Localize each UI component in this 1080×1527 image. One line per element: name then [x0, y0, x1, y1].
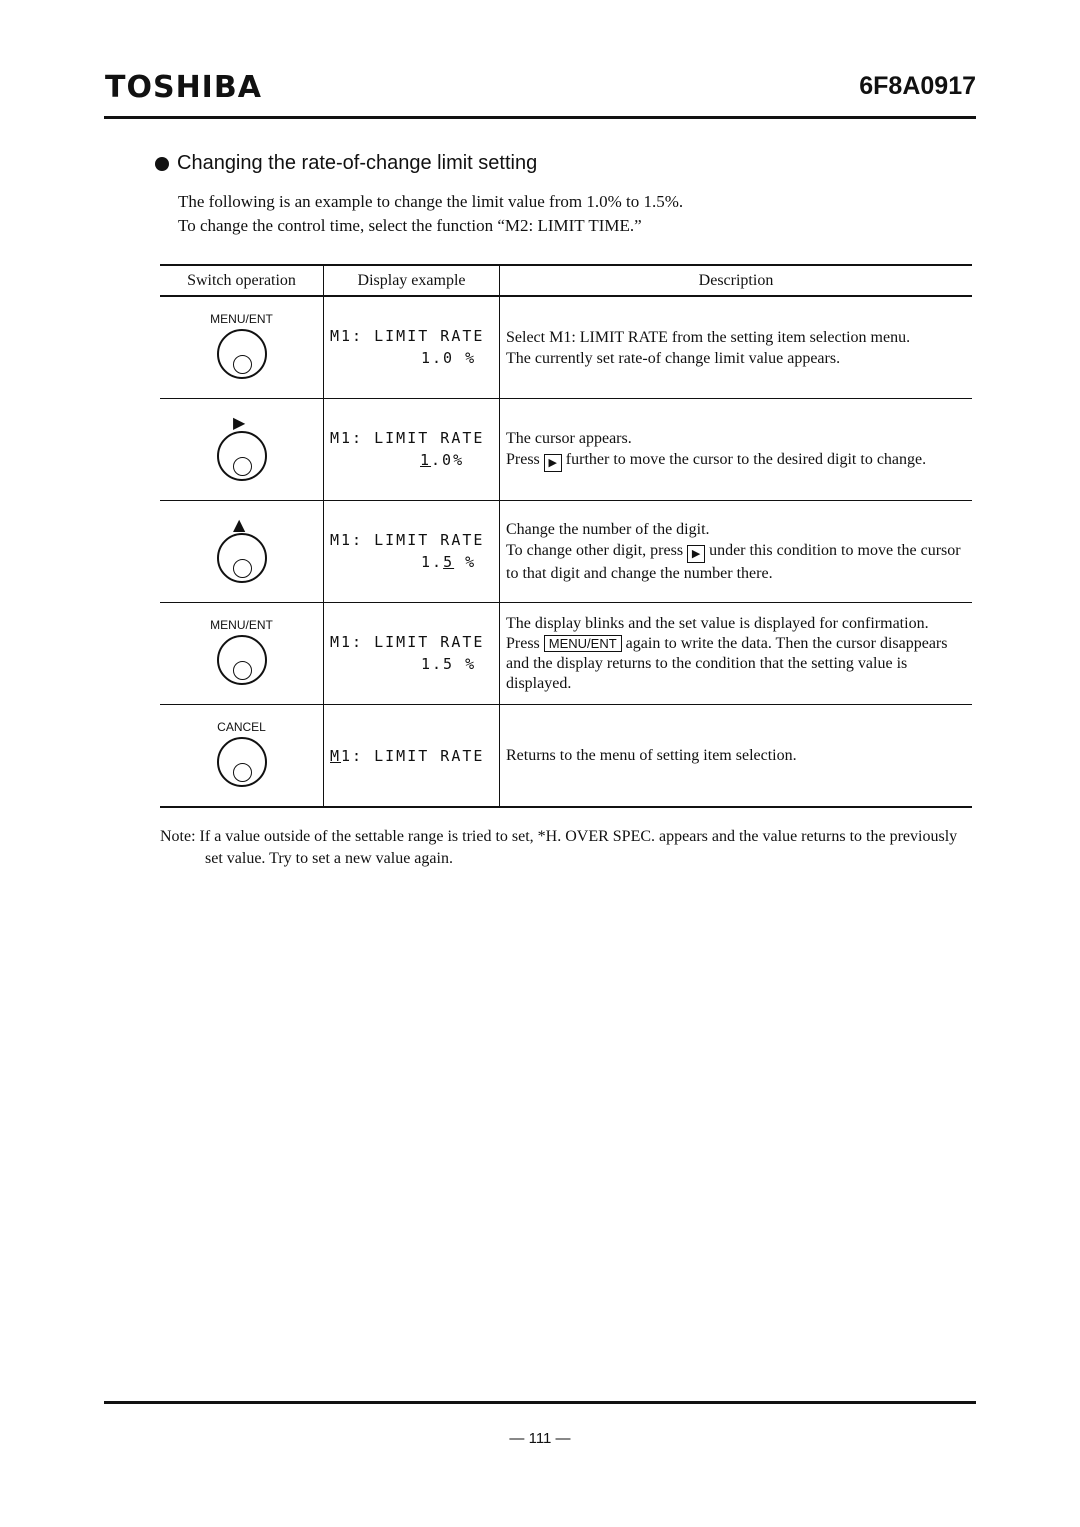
cancel-button-icon — [217, 737, 267, 787]
section-heading — [155, 152, 537, 175]
table-row — [160, 603, 972, 705]
switch-cell — [160, 399, 323, 500]
header-switch-operation: Switch operation — [160, 265, 324, 296]
menu-ent-label: MENU/ENT — [210, 618, 273, 632]
menu-ent-key: MENU/ENT — [544, 635, 622, 652]
cancel-label: CANCEL — [217, 720, 266, 734]
menu-ent-button-icon — [217, 635, 267, 685]
brand-logo: TOSHIBA — [105, 70, 262, 105]
header-rule — [104, 116, 976, 119]
display-line-1: M1: LIMIT RATE — [330, 531, 485, 549]
intro-text — [178, 190, 683, 238]
switch-cell — [160, 501, 323, 602]
right-key-icon: ▶ — [544, 454, 562, 472]
page-number: — 111 — — [509, 1430, 571, 1447]
note — [160, 826, 970, 870]
up-arrow-icon: ▲ — [233, 515, 246, 534]
description-cell: The display blinks and the set value is displayed for confirmation. Press MENU/ENT again to write the data. Then the cursor disappears and the display returns to the condition that the setting value is displayed. — [500, 603, 973, 705]
menu-ent-label: MENU/ENT — [210, 312, 273, 326]
table-row — [160, 399, 972, 501]
description-cell: Returns to the menu of setting item selection. — [500, 705, 973, 808]
footer-rule — [104, 1401, 976, 1404]
switch-cell — [160, 705, 323, 806]
description-cell: Change the number of the digit. To change other digit, press ▶ under this condition to move the cursor to that digit and change the number there. — [500, 501, 973, 603]
right-button-icon — [217, 431, 267, 481]
header-description: Description — [500, 265, 973, 296]
bullet-icon — [155, 157, 169, 171]
description-cell: The cursor appears. Press ▶ further to move the cursor to the desired digit to change. — [500, 399, 973, 501]
display-line-1: M1: LIMIT RATE — [330, 429, 485, 447]
cursor-digit: 5 — [443, 553, 455, 571]
display-example — [324, 501, 499, 602]
display-line-1: M1: LIMIT RATE — [330, 747, 485, 765]
display-line-2: 1.5 % — [421, 655, 477, 673]
switch-cell — [160, 297, 323, 398]
display-line-2: 1.5 % — [421, 553, 477, 571]
operation-table — [160, 264, 972, 808]
display-example — [324, 705, 499, 806]
display-line-2: 1.0% — [420, 451, 465, 469]
section-title: Changing the rate-of-change limit setting — [177, 152, 538, 174]
display-example — [324, 603, 499, 704]
display-line-1: M1: LIMIT RATE — [330, 633, 485, 651]
display-line-2: 1.0 % — [421, 349, 477, 367]
header-display-example: Display example — [324, 265, 500, 296]
intro-line-1: The following is an example to change the limit value from 1.0% to 1.5%. — [178, 192, 684, 211]
menu-ent-button-icon — [217, 329, 267, 379]
document-number: 6F8A0917 — [859, 72, 976, 100]
table-row — [160, 296, 972, 399]
description-cell: Select M1: LIMIT RATE from the setting item selection menu. The currently set rate-of change limit value appears. — [500, 296, 973, 399]
display-example — [324, 399, 499, 500]
right-key-icon: ▶ — [687, 545, 705, 563]
display-example — [324, 297, 499, 398]
cursor-digit: 1 — [420, 451, 432, 469]
table-row — [160, 705, 972, 808]
table-row — [160, 501, 972, 603]
intro-line-2: To change the control time, select the function “M2: LIMIT TIME.” — [178, 216, 642, 235]
display-line-1: M1: LIMIT RATE — [330, 327, 485, 345]
up-button-icon — [217, 533, 267, 583]
note-text: Note: If a value outside of the settable range is tried to set, *H. OVER SPEC. appears and the value returns to the previously set value. Try to set a new value again. — [160, 828, 958, 867]
right-arrow-icon: ▶ — [233, 413, 246, 432]
switch-cell — [160, 603, 323, 704]
cursor-digit: M — [330, 747, 342, 765]
